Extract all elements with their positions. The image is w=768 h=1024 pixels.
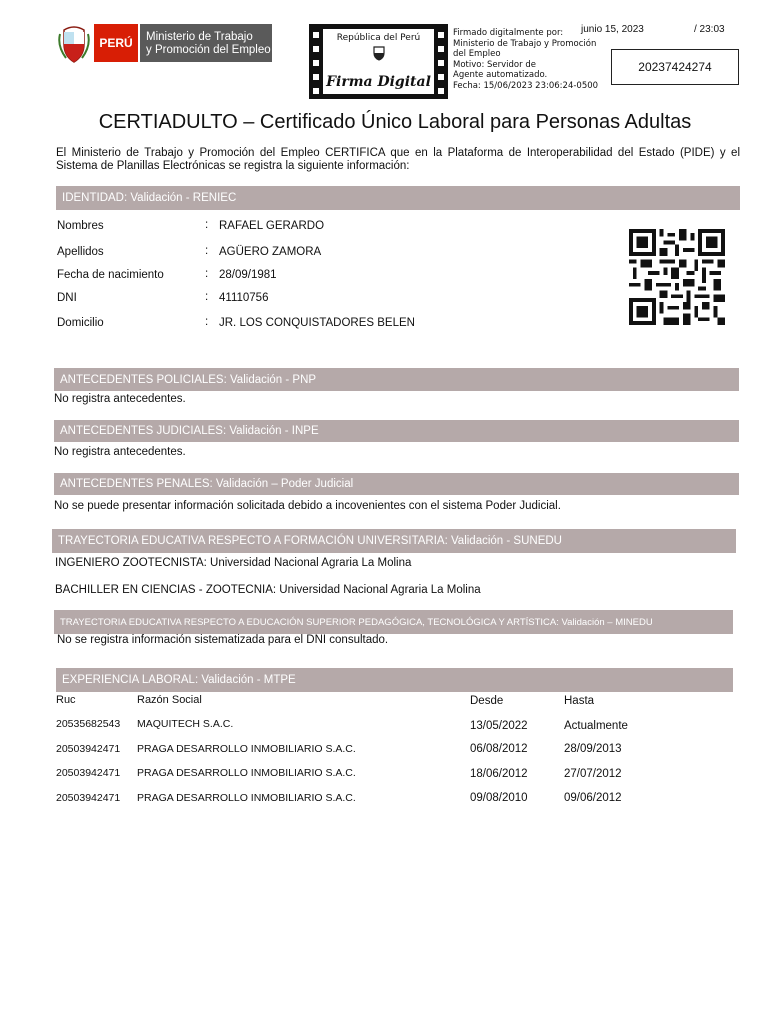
logo-ministry [140,24,272,62]
stamp-republic: República del Perú [336,33,421,43]
field-value-nombres: RAFAEL GERARDO [219,220,325,232]
col-header-company: Razón Social [137,694,202,706]
field-value-dni: 41110756 [219,292,269,304]
signature-line: Fecha: 15/06/2023 23:06:24-0500 [453,80,599,91]
cell-from: 09/08/2010 [470,792,528,804]
col-header-from: Desde [470,695,504,707]
coat-of-arms-icon [56,24,92,64]
university-item: BACHILLER EN CIENCIAS - ZOOTECNIA: Universidad Nacional Agraria La Molina [55,584,481,596]
cell-from: 06/08/2012 [470,743,528,755]
field-colon: : [205,245,209,257]
signature-line: Agente automatizado. [453,70,548,81]
signature-line: Ministerio de Trabajo y Promoción [453,38,597,49]
cell-to: 28/09/2013 [564,743,622,755]
cell-company: PRAGA DESARROLLO INMOBILIARIO S.A.C. [137,792,356,804]
issue-date: junio 15, 2023 [581,24,644,35]
cell-ruc: 20503942471 [56,792,121,804]
cell-from: 13/05/2022 [470,720,528,732]
logo-line-2: y Promoción del Empleo [146,44,271,56]
cell-ruc: 20503942471 [56,743,121,755]
field-label-apellidos: Apellidos [57,246,104,258]
cell-company: MAQUITECH S.A.C. [137,718,234,730]
ministry-logo [56,24,272,64]
cell-to: Actualmente [564,720,628,732]
signature-line: Firmado digitalmente por: [453,28,564,38]
judicial-header: ANTECEDENTES JUDICIALES: Validación - INPE [54,420,739,442]
qr-code-icon [627,229,727,325]
cell-to: 09/06/2012 [564,792,622,804]
police-header: ANTECEDENTES POLICIALES: Validación - PNP [54,368,739,391]
field-value-apellidos: AGÜERO ZAMORA [219,246,322,258]
field-colon: : [205,219,209,231]
judicial-text: No registra antecedentes. [54,446,186,458]
shield-icon [371,45,387,61]
cell-company: PRAGA DESARROLLO INMOBILIARIO S.A.C. [137,767,356,779]
signature-line: Motivo: Servidor de [453,59,536,70]
field-colon: : [205,268,209,280]
field-colon: : [205,291,209,303]
field-label-nombres: Nombres [57,220,104,232]
field-value-domicilio: JR. LOS CONQUISTADORES BELEN [219,317,415,329]
certificate-code: 20237424274 [611,49,739,85]
field-colon: : [205,316,209,328]
col-header-to: Hasta [564,695,595,707]
university-header: TRAYECTORIA EDUCATIVA RESPECTO A FORMACIÓN UNIVERSITARIA: Validación - SUNEDU [52,529,736,553]
identity-header: IDENTIDAD: Validación - RENIEC [56,186,740,210]
signature-details [453,28,603,92]
cell-to: 27/07/2012 [564,768,622,780]
police-text: No registra antecedentes. [54,393,186,405]
cell-company: PRAGA DESARROLLO INMOBILIARIO S.A.C. [137,743,356,755]
cell-from: 18/06/2012 [470,768,528,780]
stamp-label: Firma Digital [326,74,431,90]
page-title: CERTIADULTO – Certificado Único Laboral para Personas Adultas [98,111,692,133]
criminal-header: ANTECEDENTES PENALES: Validación – Poder Judicial [54,473,739,495]
field-value-birthdate: 28/09/1981 [219,269,277,281]
intro-text: El Ministerio de Trabajo y Promoción del Empleo CERTIFICA que en la Plataforma de Interoperabilidad del Estado (PIDE) y el Sistema de Planillas Electrónicas se registra la siguiente información: [56,147,740,172]
field-label-dni: DNI [57,292,77,304]
digital-signature-stamp [309,24,448,99]
field-label-birthdate: Fecha de nacimiento [57,269,164,281]
logo-line-1: Ministerio de Trabajo [146,31,253,43]
higher-ed-header: TRAYECTORIA EDUCATIVA RESPECTO A EDUCACIÓN SUPERIOR PEDAGÓGICA, TECNOLÓGICA Y ARTÍSTICA: Validación – MINEDU [54,610,733,634]
criminal-text: No se puede presentar información solicitada debido a incovenientes con el sistema Poder Judicial. [54,500,561,512]
work-header: EXPERIENCIA LABORAL: Validación - MTPE [56,668,733,692]
col-header-ruc: Ruc [56,694,76,706]
cell-ruc: 20535682543 [56,718,121,730]
issue-time: / 23:03 [694,24,725,35]
signature-line: del Empleo [453,49,501,60]
logo-country: PERÚ [94,24,138,62]
university-item: INGENIERO ZOOTECNISTA: Universidad Nacional Agraria La Molina [55,557,412,569]
higher-ed-text: No se registra información sistematizada para el DNI consultado. [57,634,389,646]
cell-ruc: 20503942471 [56,767,121,779]
field-label-domicilio: Domicilio [57,317,104,329]
